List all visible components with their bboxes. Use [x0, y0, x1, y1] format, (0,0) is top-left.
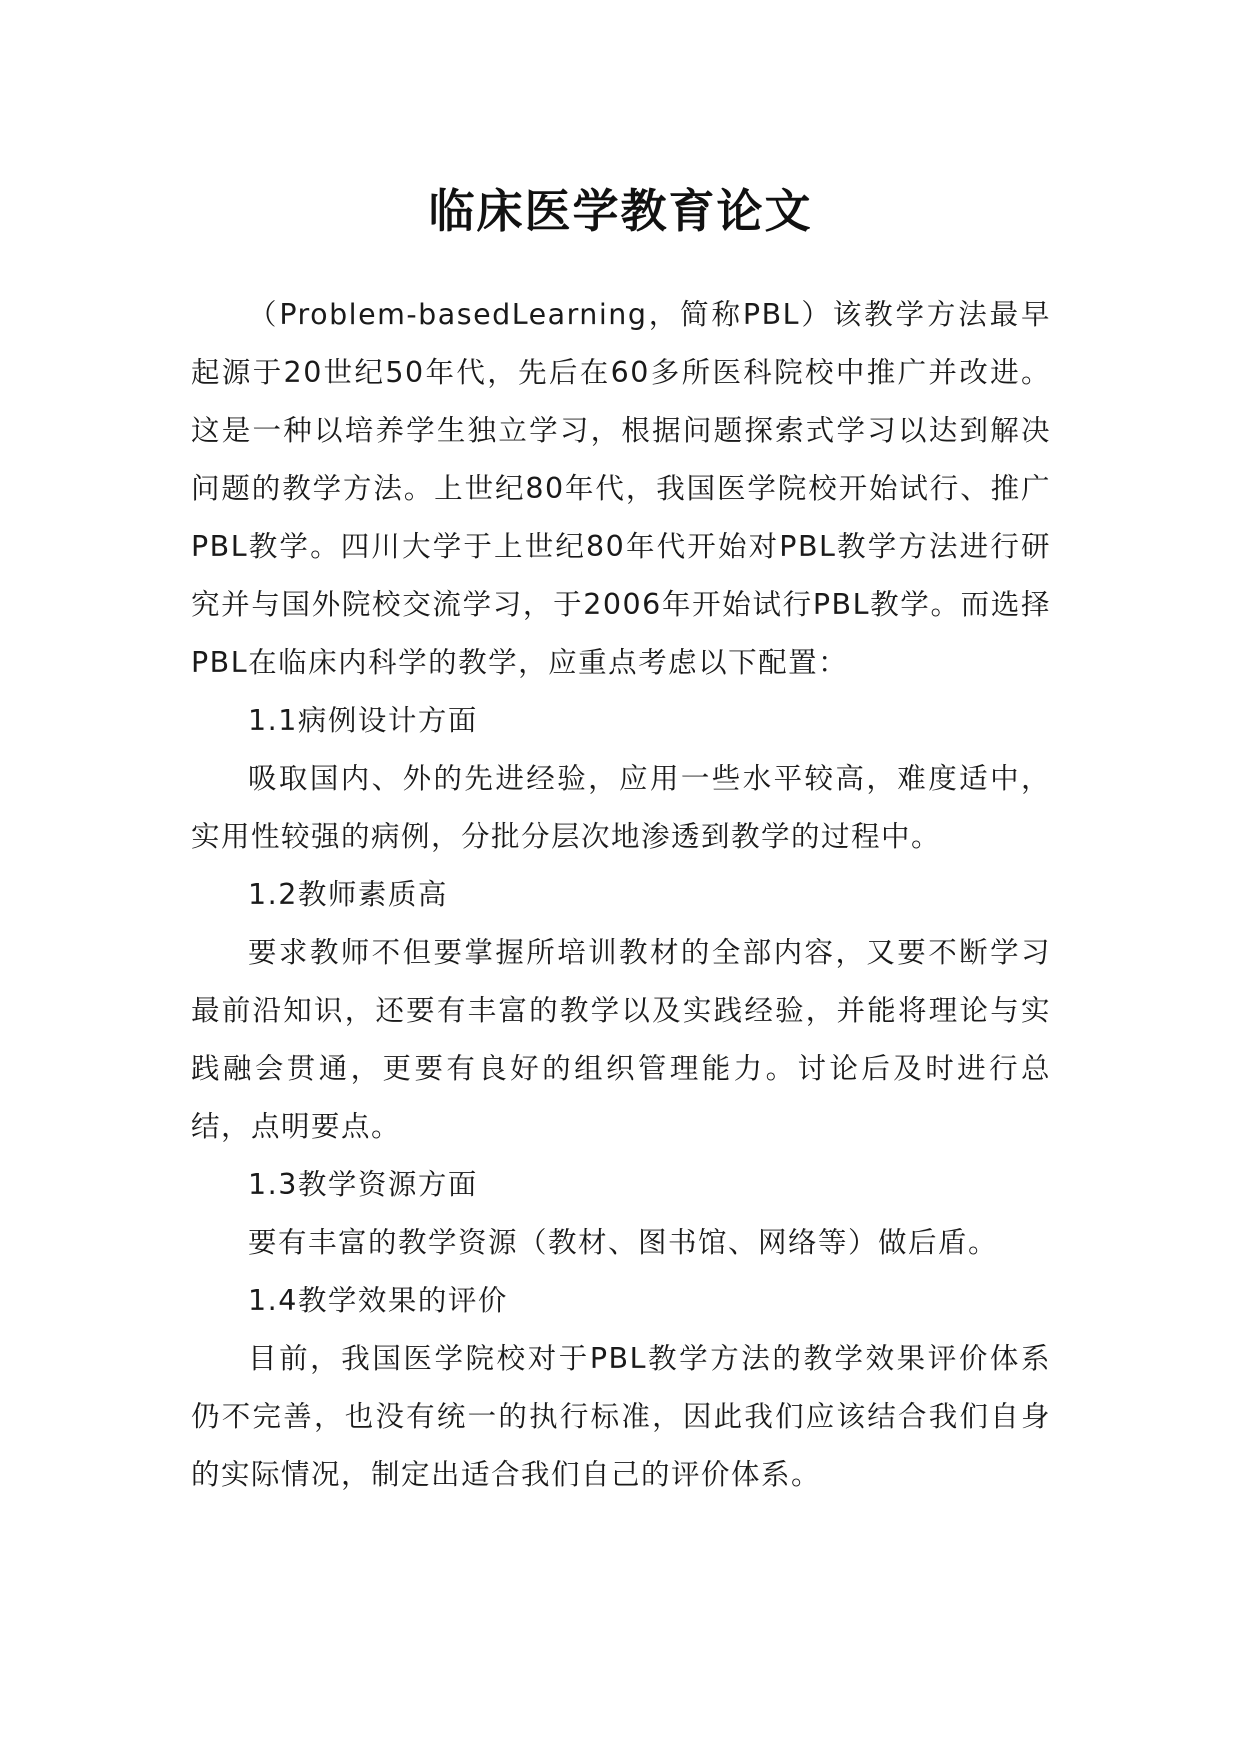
section-paragraph-1-3: 要有丰富的教学资源（教材、图书馆、网络等）做后盾。	[248, 1226, 999, 1259]
section-heading-1-4: 1.4教学效果的评价	[248, 1284, 508, 1317]
section-heading-1-2: 1.2教师素质高	[248, 878, 448, 911]
section-heading-1-1: 1.1病例设计方面	[248, 704, 478, 737]
document-title: 临床医学教育论文	[428, 183, 813, 238]
section-paragraph-1-2: 要求教师不但要掌握所培训教材的全部内容，又要不断学习最前沿知识，还要有丰富的教学以及实践经验，并能将理论与实践融会贯通，更要有良好的组织管理能力。讨论后及时进行总结，点明要点。	[191, 936, 1051, 1143]
document-body	[191, 286, 1051, 1504]
section-paragraph-1-1: 吸取国内、外的先进经验，应用一些水平较高，难度适中，实用性较强的病例，分批分层次地渗透到教学的过程中。	[191, 762, 1051, 853]
section-paragraph-1-4: 目前，我国医学院校对于PBL教学方法的教学效果评价体系仍不完善，也没有统一的执行标准，因此我们应该结合我们自身的实际情况，制定出适合我们自己的评价体系。	[191, 1342, 1051, 1491]
section-heading-1-3: 1.3教学资源方面	[248, 1168, 478, 1201]
intro-paragraph: （Problem-basedLearning，简称PBL）该教学方法最早起源于20世纪50年代，先后在60多所医科院校中推广并改进。这是一种以培养学生独立学习，根据问题探索式学习以达到解决问题的教学方法。上世纪80年代，我国医学院校开始试行、推广PBL教学。四川大学于上世纪80年代开始对PBL教学方法进行研究并与国外院校交流学习，于2006年开始试行PBL教学。而选择PBL在临床内科学的教学，应重点考虑以下配置：	[191, 298, 1051, 679]
